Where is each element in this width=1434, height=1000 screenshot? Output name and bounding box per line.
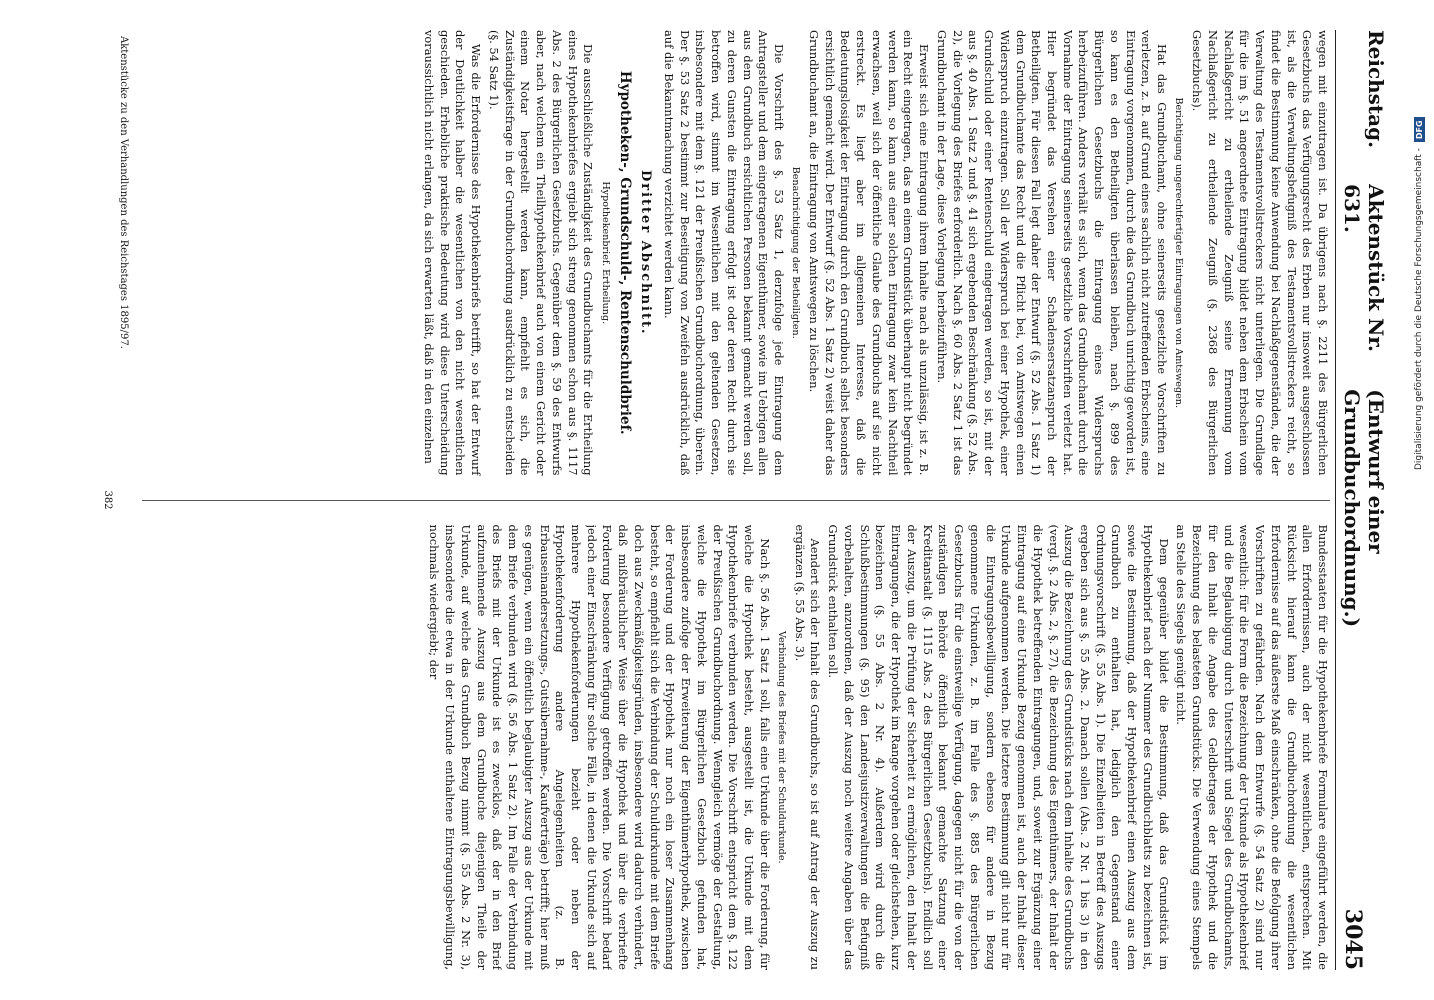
column-left — [142, 30, 1330, 476]
section-title: Dritter Abschnitt. — [638, 169, 654, 336]
credit-text: Digitalisierung gefördert durch die Deutsche Forschungsgemeinschaft - — [1414, 148, 1424, 470]
marginal-heading: Benachrichtigung der Betheiligten. — [790, 166, 802, 339]
document-number: Aktenstück Nr. 631. — [1340, 184, 1388, 352]
paragraph: Nach §. 56 Abs. 1 Satz 1 soll, falls eine Urkunde über die Forderung, für welche die Hypothek besteht, ausgestellt ist, die Urkunde mit dem Hypothekenbriefe verbunden werden. Die Vorschrift entspricht dem §. 122 der Preußischen Grundbuchordnung. Wenngleich vermöge der Gestaltung, welche die Hypothek im Bürgerlichen Gesetzbuch gefunden hat, insbesondere zufolge der Erweiterung der Eigenthümerhypothek, zwischen der Forderung und der Hypothek nur noch ein loser Zusammenhang besteht, so empfiehlt sich die Verbindung der Schuldurkunde mit dem Briefe doch aus Zweckmäßigkeitsgründen, insbesondere wird dadurch verhindert, daß mißbräuchlicher Weise über die Hypothek und über die verbriefte Forderung besondere Verfügung getroffen werden. Die Vorschrift bedarf jedoch einer Einschränkung für solche Fälle, in denen die Urkunde sich auf mehrere Hypothekenforderungen bezieht oder neben der Hypothekenforderung andere Angelegenheiten (z. B. Erbauseinandersetzungs-, Gutsübernahme-, Kaufverträge) betrifft; hier muß es genügen, wenn ein öffentlich beglaubigter Auszug aus der Urkunde mit dem Briefe verbunden wird (§. 56 Abs. 1 Satz 2). Im Falle der Verbindung des Briefs mit der Urkunde ist es zwecklos, daß der in den Brief aufzunehmende Auszug aus dem Grundbuche diejenigen Theile der Urkunde, auf welche das Grundbuch Bezug nimmt (§. 55 Abs. 2 Nr. 3), insbesondere die etwa in der Urkunde enthaltene Eintragungsbewilligung, nochmals wiedergiebt; der — [427, 524, 772, 970]
paragraph: wegen mit einzutragen ist. Da übrigens nach §. 2211 des Bürgerlichen Gesetzbuchs das Verfügungsrecht des Erben nur insoweit ausgeschlossen ist, als die Verwaltungsbefugniß des Testamentsvollstreckers reicht, so findet die Bestimmung keine Anwendung bei Nachlaßgegenständen, die der Verwaltung des Testamentsvollstreckers nicht unterliegen. Die Grundlage für die im §. 51 angeordnete Eintragung bildet neben dem Erbschein vom Nachlaßgericht zu ertheilende Zeugniß seine Ernennung vom Nachlaßgericht zu ertheilende Zeugniß (§. 2368 des Bürgerlichen Gesetzbuchs). — [1190, 30, 1330, 476]
footer-source: Aktenstücke zu den Verhandlungen des Reichstages 1895/97. — [118, 36, 129, 349]
paragraph: Die Vorschrift des §. 53 Satz 1, derzufolge jede Eintragung dem Antragsteller und dem eingetragenen Eigenthümer, sowie im Uebrigen allen aus dem Grundbuch ersichtlichen Personen bekannt gemacht werden soll, zu deren Gunsten die Eintragung erfolgt ist oder deren Recht durch sie betroffen wird, stimmt im Wesentlichen mit den geltenden Gesetzen, insbesondere mit dem §. 121 der Preußischen Grundbuchordnung, überein. Der §. 53 Satz 2 bestimmt zur Beseitigung von Zweifeln ausdrücklich, daß auf die Bekanntmachung verzichtet werden kann. — [661, 30, 787, 476]
footer-sheet-number: 382 — [102, 490, 113, 510]
column-right — [142, 525, 1330, 971]
marginal-heading: Verbindung des Briefes mit der Schuldurkunde. — [776, 630, 788, 864]
paragraph: Bundesstaaten für die Hypothekenbriefe Formulare eingeführt werden, die allen Erfordernissen, auch der nicht wesentlichen, entsprechen. Mit Rücksicht hierauf kann die Grundbuchordnung die wesentlichen Erfordernisse auf das äußerste Maß einschränken, ohne die Befolgung ihrer Vorschriften zu gefährden. Nach dem Entwurfe (§. 54 Satz 2) sind nur wesentlich: für die Form die Bezeichnung der Urkunde als Hypothekenbrief und die Beglaubigung durch Unterschrift und Siegel des Grundbuchamts, für den Inhalt die Angabe des Geldbetrages der Hypothek und die Bezeichnung des belasteten Grundstücks. Die Verwendung eines Stempels an Stelle des Siegels genügt nicht. — [1174, 524, 1330, 970]
paragraph: Hat das Grundbuchamt, ohne seinerseits gesetzliche Vorschriften zu verletzen, z. B. auf Grund eines sachlich nicht zutreffenden Erbscheins, eine Eintragung vorgenommen, durch die das Grundbuch unrichtig geworden ist, so kann es den Betheiligten überlassen bleiben, nach §. 899 des Bürgerlichen Gesetzbuchs die Eintragung eines Widerspruchs herbeizuführen. Anders verhält es sich, wenn das Grundbuchamt durch die Vornahme der Eintragung seinerseits gesetzliche Vorschriften verletzt hat. Hier begründet das Versehen einer Schadensersatzanspruch der Betheiligten. Für diesen Fall legt daher der Entwurf (§. 52 Abs. 1 Satz 1) dem Grundbuchamte das Recht und die Pflicht bei, von Amtswegen einen Widerspruch einzutragen. Soll der Widerspruch bei einer Hypothek, einer Grundschuld oder einer Rentenschuld eingetragen werden, so ist, mit der aus §. 40 Abs. 1 Satz 2 und §. 41 sich ergebenden Beschränkung (§. 52 Abs. 2), die Vorlegung des Briefes erforderlich. Nach §. 60 Abs. 2 Satz 1 ist das Grundbuchamt in der Lage, diese Vorlegung herbeizuführen. — [934, 30, 1170, 476]
text-columns — [142, 30, 1330, 970]
dfg-logo: DFG — [1414, 117, 1425, 142]
column-divider — [142, 500, 1330, 501]
page-number: 3045 — [1340, 908, 1366, 970]
section-subtitle: Hypotheken-, Grundschuld-, Rentenschuldbrief. — [617, 70, 634, 435]
header-left-title: Reichstag. — [1364, 30, 1388, 149]
digitization-credit — [1404, 0, 1434, 1000]
paragraph: Was die Erfordernisse des Hypothekenbriefs betrifft, so hat der Entwurf der Deutlichkeit halber die wesentlichen von den nicht wesentlichen geschieden. Erhebliche praktische Bedeutung wird diese Unterscheidung voraussichtlich nicht erlangen, da sich erwarten läßt, daß in den einzelnen — [422, 30, 484, 476]
header-center-title: (Entwurf einer Grundbuchordnung.) — [1340, 389, 1388, 628]
paragraph: Erweist sich eine Eintragung ihrem Inhalte nach als unzulässig, ist z. B. ein Recht eingetragen, das an einem Grundstück überhaupt nicht begründet werden kann, so kann aus einer solchen Eintragung zwar kein Nachtheil erwachsen, weil sich der öffentliche Glaube des Grundbuchs auf sie nicht erstreckt. Es liegt aber im allgemeinen Interesse, daß die Bedeutungslosigkeit der Eintragung durch den Grundbuch selbst besonders ersichtlich gemacht wird. Der Entwurf (§. 52 Abs. 1 Satz 2) weist daher das Grundbuchamt an, die Eintragung von Amtswegen zu löschen. — [807, 30, 932, 476]
paragraph: Die ausschließliche Zuständigkeit des Grundbuchamts für die Ertheilung eines Hypothekenbriefes ergiebt sich streng genommen schon aus §. 1117 Abs. 2 des Bürgerlichen Gesetzbuchs. Gegenüber dem §. 59 des Entwurfs aber, nach welchem ein Theilhypothekenbrief auch von einem Gericht oder einem Notar hergestellt werden kann, empfiehlt es sich, die Zuständigkeitsfrage in der Grundbuchordnung ausdrücklich zu entscheiden (§. 54 Satz 1). — [486, 30, 596, 476]
paragraph: Dem gegenüber bildet die Bestimmung, daß das Grundstück im Hypothekenbrief nach der Nummer des Grundbuchblatts zu bezeichnen ist, sowie die Bestimmung, daß der Hypothekenbrief einen Auszug aus dem Grundbuch zu enthalten hat, lediglich den Gegenstand einer Ordnungsvorschrift (§. 55 Abs. 1). Die Einzelheiten in Betreff des Auszugs ergeben sich aus §. 55 Abs. 2. Danach sollen (Abs. 2 Nr. 1 bis 3) in den Auszug die Bezeichnung des Grundstücks nach dem Inhalte des Grundbuchs (vergl. §. 2 Abs. 2, §. 27), die Bezeichnung des Eigenthümers, der Inhalt der die Hypothek betreffenden Eintragungen, und, soweit zur Ergänzung einer Eintragung auf eine Urkunde Bezug genommen ist, auch der Inhalt dieser Urkunde aufgenommen werden. Die letztere Bestimmung gilt nicht nur für die Eintragungsbewilligung, sondern ebenso für andere in Bezug genommene Urkunden, z. B. im Falle des §. 885 des Bürgerlichen Gesetzbuchs für die einstweilige Verfügung, dagegen nicht für die von der zuständigen Behörde öffentlich bekannt gemachte Satzung einer Kreditanstalt (§. 1115 Abs. 2 des Bürgerlichen Gesetzbuchs). Endlich soll der Auszug, um die Prüfung der Sicherheit zu ermöglichen, den Inhalt der Eintragungen, die der Hypothek im Range vorgehen oder gleichstehen, kurz bezeichnen (§. 55 Abs. 2 Nr. 4). Außerdem wird durch die Schlußbestimmungen (§. 95) den Landesjustizverwaltungen die Befugniß vorbehalten, anzuordnen, daß der Auszug noch weitere Angaben über das Grundstück enthalten soll. — [826, 524, 1171, 970]
marginal-heading: Hypothekenbrief. Ertheilung. — [599, 181, 611, 325]
rotated-scan-page — [62, 0, 1392, 1000]
paragraph: Aendert sich der Inhalt des Grundbuchs, so ist auf Antrag der Auszug zu ergänzen (§. 55 Abs. 3). — [792, 524, 823, 970]
marginal-heading: Berichtigung ungerechtfertigter Eintragungen von Amtswegen. — [1173, 97, 1185, 409]
page-header — [1335, 30, 1388, 970]
